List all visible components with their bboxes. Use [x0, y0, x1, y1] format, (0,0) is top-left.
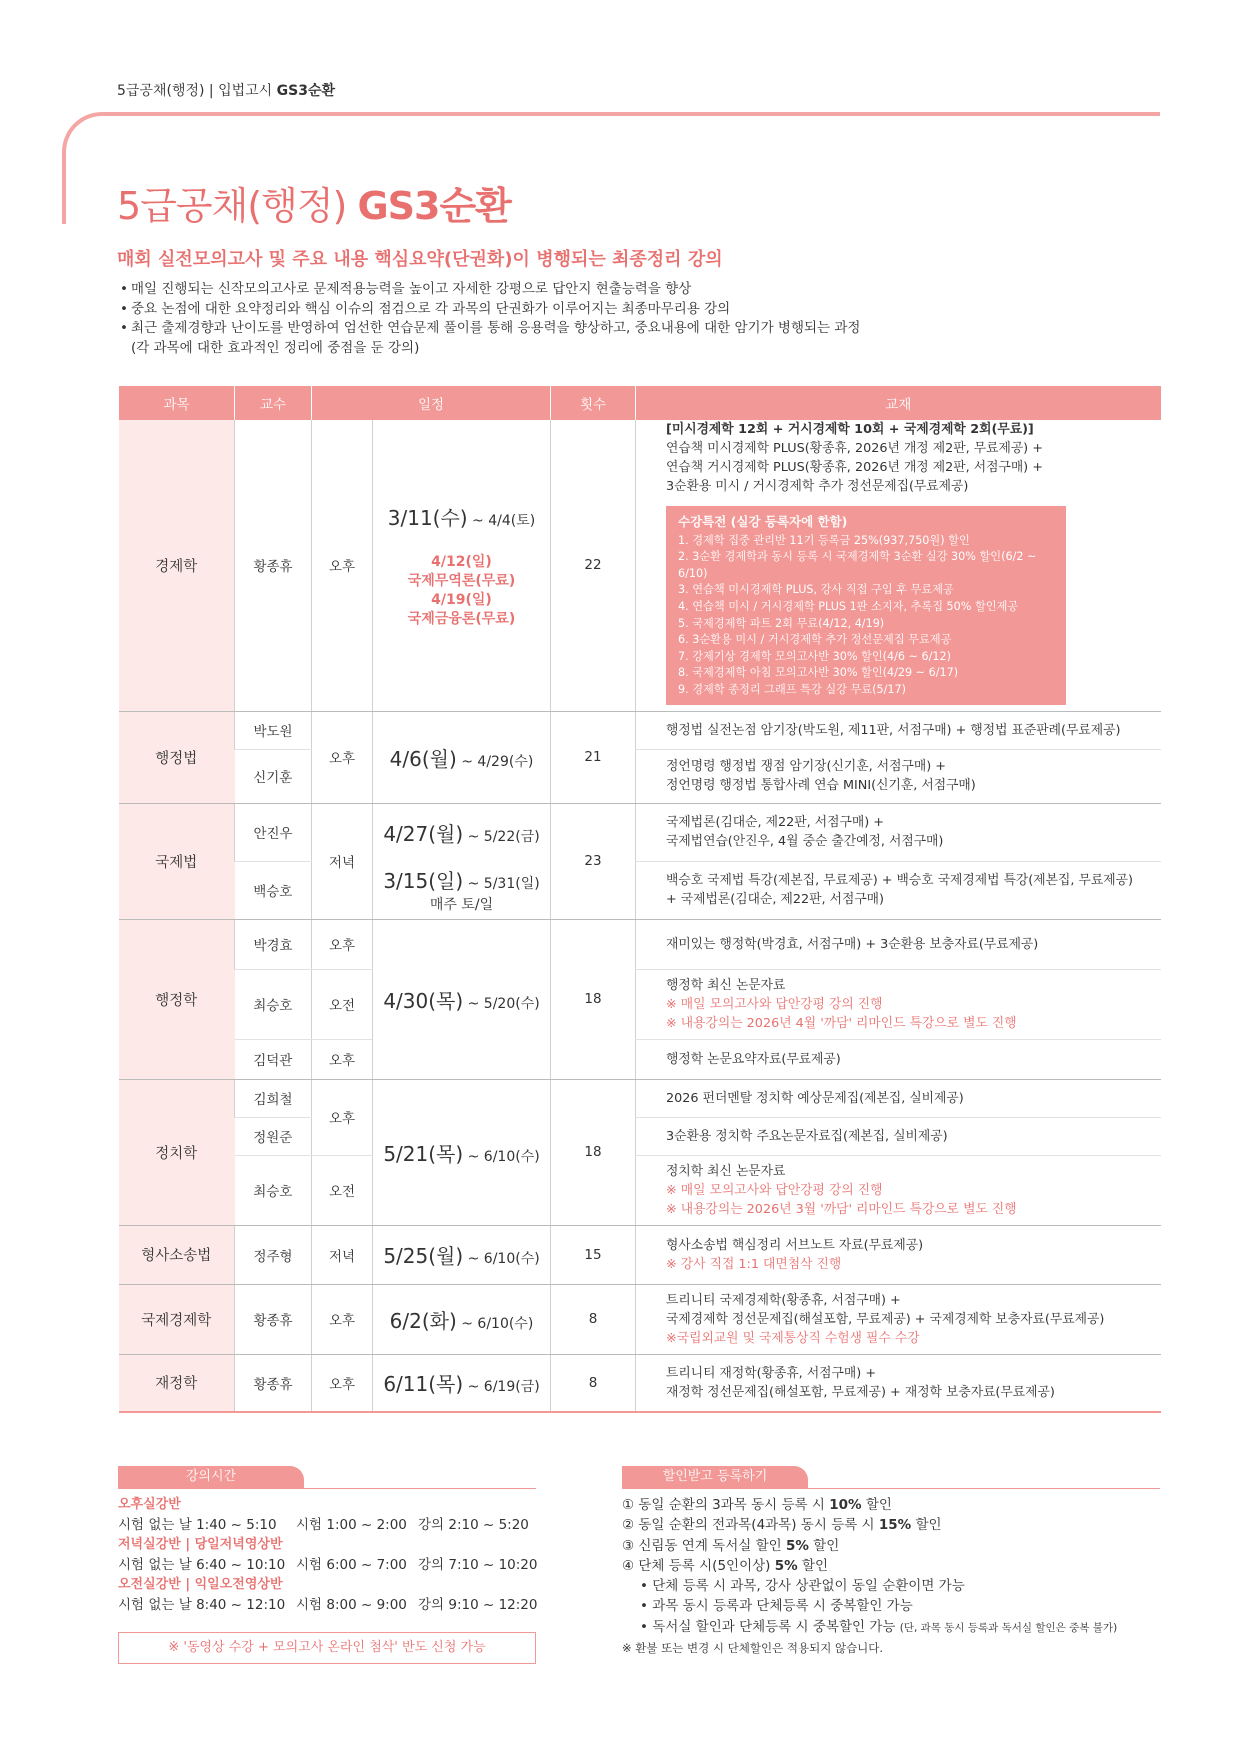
table-row	[119, 1117, 1161, 1155]
schedule-cell	[373, 1284, 551, 1354]
book-cell	[636, 1354, 1161, 1412]
benefit-item: 4. 연습책 미시 / 거시경제학 PLUS 1판 소지자, 추록집 50% 할인제공	[678, 599, 1019, 613]
time-row	[118, 1515, 538, 1535]
book-line: 연습책 거시경제학 PLUS(황종휴, 2026년 개정 제2판, 서점구매) +	[666, 460, 1043, 475]
benefit-item: 8. 국제경제학 아침 모의고사반 30% 할인(4/29 ~ 6/17)	[678, 666, 959, 680]
breadcrumb-prefix: 5급공채(행정) | 입법고시	[117, 83, 277, 99]
discount-text: 할인	[797, 1557, 829, 1574]
time-no-exam: 시험 없는 날 8:40 ~ 12:10	[118, 1597, 286, 1613]
time-no-exam: 시험 없는 날 1:40 ~ 5:10	[118, 1517, 277, 1533]
count-cell: 8	[551, 1284, 636, 1354]
date-end: ~ 5/20(수)	[463, 995, 540, 1012]
special-date: 4/12(일)	[431, 553, 492, 570]
header-count: 횟수	[551, 386, 636, 420]
time-cell: 오후	[312, 1354, 373, 1412]
benefit-item: 1. 경제학 집중 관리반 11기 등록금 25%(937,750원) 할인	[678, 533, 970, 547]
book-cell	[636, 969, 1161, 1039]
special-course: 국제무역론(무료)	[407, 572, 516, 589]
bullet-item: (각 과목에 대한 효과적인 정리에 중점을 둔 강의)	[131, 339, 420, 356]
professor-cell: 황종휴	[235, 420, 312, 711]
book-cell	[636, 1225, 1161, 1284]
time-row	[118, 1555, 538, 1575]
book-cell: 행정학 논문요약자료(무료제공)	[636, 1039, 1161, 1079]
table-row	[119, 1354, 1161, 1412]
bullet-item: • 최근 출제경향과 난이도를 반영하여 엄선한 연습문제 풀이를 통해 응용력을 향상하고, 중요내용에 대한 암기가 병행되는 과정	[120, 319, 860, 339]
count-cell: 18	[551, 1079, 636, 1225]
time-lecture: 강의 2:10 ~ 5:20	[418, 1517, 529, 1533]
professor-cell: 최승호	[235, 969, 312, 1039]
note-line: ※ 내용강의는 2026년 4월 '까담' 리마인드 특강으로 별도 진행	[666, 1015, 1017, 1031]
table-row	[119, 1284, 1161, 1354]
subject-cell: 정치학	[119, 1079, 235, 1225]
professor-cell: 최승호	[235, 1155, 312, 1225]
benefit-item: 6. 3순환용 미시 / 거시경제학 추가 정선문제집 무료제공	[678, 633, 952, 647]
date-start: 4/27(월)	[383, 821, 464, 846]
title-bold: GS3순환	[357, 184, 511, 228]
book-cell	[636, 420, 1161, 711]
count-cell: 18	[551, 919, 636, 1079]
book-cell	[636, 1155, 1161, 1225]
table-row	[119, 919, 1161, 969]
time-exam: 시험 8:00 ~ 9:00	[296, 1597, 407, 1613]
header-breadcrumb	[117, 80, 335, 100]
online-option-box: ※ '동영상 수강 + 모의고사 온라인 첨삭' 반도 신청 가능	[118, 1632, 536, 1664]
discount-item	[622, 1536, 1142, 1556]
book-line: 행정학 최신 논문자료	[666, 977, 786, 993]
book-line: 정치학 최신 논문자료	[666, 1163, 786, 1179]
page-subtitle: 매회 실전모의고사 및 주요 내용 핵심요약(단권화)이 병행되는 최종정리 강의	[117, 249, 723, 270]
professor-cell: 백승호	[235, 861, 312, 919]
date-start: 3/11(수)	[387, 505, 468, 530]
date-start: 3/15(일)	[383, 869, 464, 894]
book-line: 정언명령 행정법 쟁점 암기장(신기훈, 서점구매) +	[666, 759, 946, 775]
note-line: ※국립외교원 및 국제통상직 수험생 필수 수강	[666, 1330, 920, 1346]
schedule-cell	[373, 1225, 551, 1284]
subject-cell: 행정법	[119, 711, 235, 803]
bullet-item: • 매일 진행되는 신작모의고사로 문제적용능력을 높이고 자세한 강평으로 답안지 현출능력을 향상	[120, 280, 860, 300]
time-cell: 오전	[312, 1155, 373, 1225]
subject-cell: 재정학	[119, 1354, 235, 1412]
time-group-label: 저녁실강반 | 당일저녁영상반	[118, 1537, 283, 1552]
book-line: 3순환용 미시 / 거시경제학 추가 정선문제집(무료제공)	[666, 479, 969, 494]
schedule-cell	[373, 919, 551, 1079]
book-line: 국제경제학 정선문제집(해설포함, 무료제공) + 국제경제학 보충자료(무료제공)	[666, 1311, 1105, 1327]
book-line: 백승호 국제법 특강(제본집, 무료제공) + 백승호 국제경제법 특강(제본집, 무료제공)	[666, 873, 1133, 889]
date-start: 5/25(월)	[383, 1244, 464, 1269]
subject-cell: 국제법	[119, 803, 235, 919]
time-lecture: 강의 9:10 ~ 12:20	[418, 1597, 538, 1613]
table-row	[119, 1039, 1161, 1079]
date-start: 5/21(목)	[383, 1141, 464, 1166]
professor-cell: 김덕관	[235, 1039, 312, 1079]
time-cell: 저녁	[312, 1225, 373, 1284]
book-line: 국제법연습(안진우, 4월 중순 출간예정, 서점구매)	[666, 834, 944, 850]
professor-cell: 신기훈	[235, 749, 312, 803]
note-line: ※ 강사 직접 1:1 대면첨삭 진행	[666, 1256, 842, 1272]
time-cell: 오후	[312, 420, 373, 711]
time-exam: 시험 6:00 ~ 7:00	[296, 1557, 407, 1573]
title-normal: 5급공채(행정)	[117, 184, 358, 228]
header-schedule: 일정	[312, 386, 551, 420]
special-course: 국제금융론(무료)	[407, 610, 516, 627]
table-row	[119, 420, 1161, 711]
special-date: 4/19(일)	[431, 591, 492, 608]
subject-cell: 형사소송법	[119, 1225, 235, 1284]
note-line: ※ 매일 모의고사와 답안강평 강의 진행	[666, 996, 883, 1012]
time-cell: 오전	[312, 969, 373, 1039]
table-row	[119, 1155, 1161, 1225]
schedule-cell	[373, 1354, 551, 1412]
discount-text: ② 동일 순환의 전과목(4과목) 동시 등록 시	[622, 1517, 879, 1534]
benefit-box	[666, 506, 1066, 705]
book-heading: [미시경제학 12회 + 거시경제학 10회 + 국제경제학 2회(무료)]	[666, 422, 1034, 437]
table-row	[119, 1225, 1161, 1284]
time-cell: 오후	[312, 711, 373, 803]
discount-text: ① 동일 순환의 3과목 동시 등록 시	[622, 1497, 830, 1513]
professor-cell: 박경효	[235, 919, 312, 969]
book-line: 재정학 정선문제집(해설포함, 무료제공) + 재정학 보충자료(무료제공)	[666, 1384, 1055, 1400]
intro-bullets	[120, 280, 860, 358]
benefit-title: 수강특전 (실강 등록자에 한함)	[678, 514, 848, 529]
date-end: ~ 6/10(수)	[463, 1251, 540, 1268]
schedule-table	[118, 386, 1161, 1413]
date-note: 매주 토/일	[429, 897, 494, 914]
book-cell	[636, 749, 1161, 803]
discount-text: 할인	[861, 1497, 892, 1513]
professor-cell: 황종휴	[235, 1354, 312, 1412]
count-cell: 15	[551, 1225, 636, 1284]
count-cell: 8	[551, 1354, 636, 1412]
breadcrumb-bold: GS3순환	[276, 83, 335, 99]
time-row	[118, 1595, 538, 1615]
table-row	[119, 969, 1161, 1039]
book-cell: 행정법 실전논점 암기장(박도원, 제11판, 서점구매) + 행정법 표준판례(무료제공)	[636, 711, 1161, 749]
book-cell	[636, 861, 1161, 919]
subject-cell: 경제학	[119, 420, 235, 711]
date-end: ~ 6/10(수)	[463, 1148, 540, 1165]
date-start: 6/2(화)	[389, 1308, 457, 1333]
discount-rate: 5%	[774, 1557, 798, 1574]
date-start: 4/6(월)	[389, 746, 457, 771]
schedule-cell	[373, 420, 551, 711]
benefit-item: 2. 3순환 경제학과 동시 등록 시 국제경제학 3순환 실강 30% 할인(6/2 ~ 6/10)	[678, 550, 1037, 580]
table-row	[119, 861, 1161, 919]
header-subject: 과목	[119, 386, 235, 420]
professor-cell: 정주형	[235, 1225, 312, 1284]
discount-rate: 5%	[785, 1537, 809, 1554]
table-header-row	[119, 386, 1161, 420]
time-cell: 저녁	[312, 803, 373, 919]
benefit-item: 7. 강제기상 경제학 모의고사반 30% 할인(4/6 ~ 6/12)	[678, 649, 951, 663]
schedule-cell	[373, 1079, 551, 1225]
discount-text: ④ 단체 등록 시(5인이상)	[622, 1557, 775, 1574]
benefit-item: 3. 연습책 미시경제학 PLUS, 강사 직접 구입 후 무료제공	[678, 583, 954, 597]
book-line: 트리니티 재정학(황종휴, 서점구매) +	[666, 1365, 877, 1381]
schedule-cell	[373, 861, 551, 919]
book-cell	[636, 1284, 1161, 1354]
discount-item	[622, 1495, 1142, 1515]
book-line: + 국제법론(김대순, 제22판, 서점구매)	[666, 892, 885, 908]
discount-subitem: • 과목 동시 등록과 단체등록 시 중복할인 가능	[640, 1598, 913, 1615]
book-cell: 재미있는 행정학(박경효, 서점구매) + 3순환용 보충자료(무료제공)	[636, 919, 1161, 969]
time-group-label: 오후실강반	[118, 1497, 181, 1512]
date-end: ~ 6/10(수)	[456, 1315, 534, 1332]
count-cell: 23	[551, 803, 636, 919]
discount-rate: 15%	[878, 1517, 912, 1534]
book-line: 정언명령 행정법 통합사례 연습 MINI(신기훈, 서점구매)	[666, 778, 976, 794]
book-line: 형사소송법 핵심정리 서브노트 자료(무료제공)	[666, 1237, 924, 1253]
date-start: 6/11(목)	[383, 1372, 464, 1397]
discount-subitem	[622, 1617, 1142, 1638]
professor-cell: 안진우	[235, 803, 312, 861]
professor-cell: 박도원	[235, 711, 312, 749]
discount-rate: 10%	[829, 1497, 862, 1513]
discount-text: 할인	[911, 1517, 942, 1534]
book-cell: 3순환용 정치학 주요논문자료집(제본집, 실비제공)	[636, 1117, 1161, 1155]
time-cell: 오후	[312, 1284, 373, 1354]
time-cell: 오후	[312, 1039, 373, 1079]
discount-subtext: • 독서실 할인과 단체등록 시 중복할인 가능	[640, 1618, 900, 1635]
discount-footnote: (단, 과목 동시 등록과 독서실 할인은 중복 불가)	[899, 1621, 1118, 1634]
discount-subitem: • 단체 등록 시 과목, 강사 상관없이 동일 순환이면 가능	[640, 1578, 965, 1595]
discount-item	[622, 1556, 1142, 1576]
discount-text: ③ 신림동 연계 독서실 할인	[622, 1537, 786, 1554]
book-line: 국제법론(김대순, 제22판, 서점구매) +	[666, 815, 885, 831]
schedule-cell	[373, 711, 551, 803]
date-end: ~ 6/19(금)	[463, 1379, 540, 1396]
benefit-item: 9. 경제학 종정리 그래프 특강 실강 무료(5/17)	[678, 682, 906, 696]
professor-cell: 정원준	[235, 1117, 312, 1155]
book-line: 연습책 미시경제학 PLUS(황종휴, 2026년 개정 제2판, 무료제공) +	[666, 441, 1043, 456]
lecture-time-block	[118, 1495, 538, 1615]
date-end: ~ 4/4(토)	[467, 512, 536, 529]
bullet-item: • 중요 논점에 대한 요약정리와 핵심 이슈의 점검으로 각 과목의 단권화가 이루어지는 최종마무리용 강의	[120, 300, 860, 320]
subject-cell: 행정학	[119, 919, 235, 1079]
book-cell	[636, 803, 1161, 861]
table-row	[119, 749, 1161, 803]
table-row	[119, 1079, 1161, 1117]
benefit-item: 5. 국제경제학 파트 2회 무료(4/12, 4/19)	[678, 616, 885, 630]
count-cell: 21	[551, 711, 636, 803]
time-no-exam: 시험 없는 날 6:40 ~ 10:10	[118, 1557, 286, 1573]
professor-cell: 황종휴	[235, 1284, 312, 1354]
time-exam: 시험 1:00 ~ 2:00	[296, 1517, 407, 1533]
book-line: 트리니티 국제경제학(황종휴, 서점구매) +	[666, 1292, 901, 1308]
date-end: ~ 4/29(수)	[456, 753, 534, 770]
note-line: ※ 내용강의는 2026년 3월 '까담' 리마인드 특강으로 별도 진행	[666, 1201, 1017, 1217]
page-title	[117, 175, 511, 230]
discount-text: 할인	[808, 1537, 840, 1554]
table-row	[119, 711, 1161, 749]
date-end: ~ 5/22(금)	[463, 828, 540, 845]
discount-item	[622, 1515, 1142, 1535]
date-start: 4/30(목)	[383, 988, 464, 1013]
schedule-cell	[373, 803, 551, 861]
header-professor: 교수	[235, 386, 312, 420]
time-group-label: 오전실강반 | 익일오전영상반	[118, 1577, 283, 1592]
date-end: ~ 5/31(일)	[463, 876, 540, 893]
section-divider	[622, 1488, 1160, 1489]
subject-cell: 국제경제학	[119, 1284, 235, 1354]
discount-title: 할인받고 등록하기	[622, 1466, 808, 1488]
table-row	[119, 803, 1161, 861]
book-cell: 2026 펀더멘탈 정치학 예상문제집(제본집, 실비제공)	[636, 1079, 1161, 1117]
time-cell: 오후	[312, 919, 373, 969]
discount-block	[622, 1495, 1142, 1658]
refund-note: ※ 환불 또는 변경 시 단체할인은 적용되지 않습니다.	[622, 1641, 884, 1656]
time-lecture: 강의 7:10 ~ 10:20	[418, 1557, 538, 1573]
count-cell: 22	[551, 420, 636, 711]
professor-cell: 김희철	[235, 1079, 312, 1117]
header-book: 교재	[636, 386, 1161, 420]
lecture-time-title: 강의시간	[118, 1466, 304, 1488]
section-divider	[118, 1488, 536, 1489]
note-line: ※ 매일 모의고사와 답안강평 강의 진행	[666, 1182, 883, 1198]
time-cell: 오후	[312, 1079, 373, 1155]
